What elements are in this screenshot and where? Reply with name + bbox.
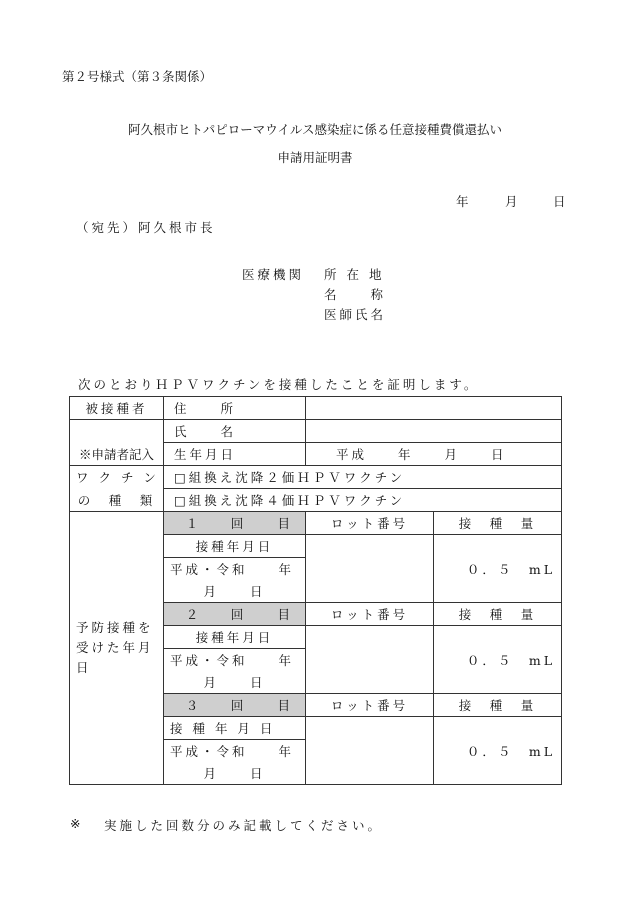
address-field[interactable] [306, 397, 562, 420]
dose-3-amount-label: 接 種 量 [434, 694, 562, 717]
birthdate-label: 生年月日 [164, 443, 306, 466]
vaccination-date-label: 予防接種を 受けた年月 日 [70, 512, 164, 785]
institution-name-label: 名 称 [324, 287, 387, 302]
institution-address-label: 所 在 地 [324, 267, 385, 282]
dose-3-lot-field[interactable] [306, 717, 434, 785]
recipient-blank [70, 420, 164, 443]
vaccine-option-quadrivalent[interactable]: □組換え沈降４価ＨＰＶワクチン [164, 489, 562, 512]
dose-1-era-year[interactable]: 平成・令和 年 [164, 558, 306, 581]
dose-3-month-day[interactable]: 月 日 [164, 762, 306, 785]
dose-1-month-day[interactable]: 月 日 [164, 580, 306, 603]
vaccine-type-label-1: ワ ク チ ン [70, 466, 164, 489]
dose-2-lot-field[interactable] [306, 626, 434, 694]
vaccine-type-label-2: の 種 類 [70, 489, 164, 512]
form-title: 阿久根市ヒトパピローマウイルス感染症に係る任意接種費償還払い [127, 122, 502, 137]
recipient-label: 被接種者 [70, 397, 164, 420]
dose-2-era-year[interactable]: 平成・令和 年 [164, 649, 306, 672]
dose-1-header: １ 回 目 [164, 512, 306, 535]
applicant-note: ※申請者記入 [70, 443, 164, 466]
institution-label: 医療機関 [242, 267, 305, 282]
dose-1-lot-label: ロット番号 [306, 512, 434, 535]
dose-2-header: ２ 回 目 [164, 603, 306, 626]
doctor-name-label: 医師氏名 [324, 307, 387, 322]
dose-3-amount-value: ０．５ mL [434, 717, 562, 785]
dose-3-lot-label: ロット番号 [306, 694, 434, 717]
intro-text: 次のとおりＨＰＶワクチンを接種したことを証明します。 [78, 377, 480, 392]
address-label: 住 所 [164, 397, 306, 420]
dose-2-lot-label: ロット番号 [306, 603, 434, 626]
form-subtitle: 申請用証明書 [277, 150, 353, 165]
name-label: 氏 名 [164, 420, 306, 443]
dose-3-era-year[interactable]: 平成・令和 年 [164, 740, 306, 763]
dose-1-amount-value: ０．５ mL [434, 535, 562, 603]
dose-3-date-header: 接 種 年 月 日 [164, 717, 306, 740]
addressee: （宛先）阿久根市長 [76, 220, 216, 235]
footnote-text: 実施した回数分のみ記載してください。 [104, 818, 384, 833]
footnote-mark: ※ [70, 816, 81, 831]
dose-2-date-header: 接種年月日 [164, 626, 306, 649]
dose-1-amount-label: 接 種 量 [434, 512, 562, 535]
dose-2-month-day[interactable]: 月 日 [164, 671, 306, 694]
dose-3-header: ３ 回 目 [164, 694, 306, 717]
birthdate-field[interactable]: 平成 年 月 日 [306, 443, 562, 466]
dose-1-lot-field[interactable] [306, 535, 434, 603]
dose-1-date-header: 接種年月日 [164, 535, 306, 558]
date-month: 月 [505, 194, 518, 209]
date-year: 年 [456, 194, 469, 209]
form-number: 第２号様式（第３条関係） [62, 69, 213, 84]
vaccine-option-bivalent[interactable]: □組換え沈降２価ＨＰＶワクチン [164, 466, 562, 489]
date-day: 日 [553, 194, 566, 209]
dose-2-amount-label: 接 種 量 [434, 603, 562, 626]
dose-2-amount-value: ０．５ mL [434, 626, 562, 694]
name-field[interactable] [306, 420, 562, 443]
certificate-table [69, 396, 562, 785]
